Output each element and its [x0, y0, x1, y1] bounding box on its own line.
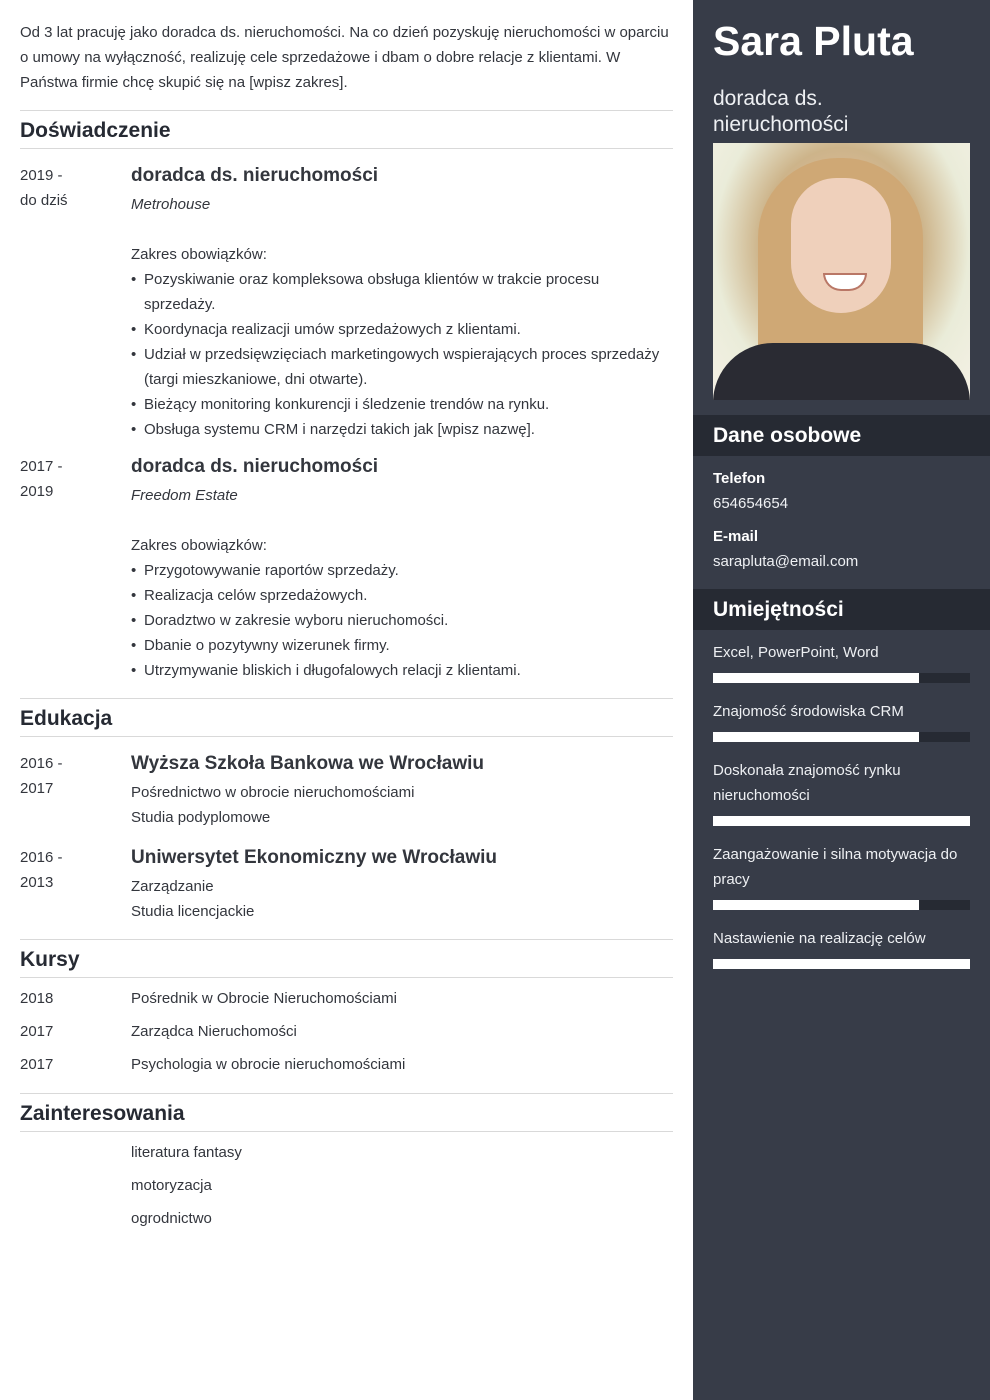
responsibilities-label: Zakres obowiązków: [131, 246, 267, 263]
course-name: Zarządca Nieruchomości [131, 1023, 297, 1040]
courses-list [20, 986, 673, 1077]
summary-text: Od 3 lat pracuję jako doradca ds. nieruchomości. Na co dzień pozyskuję nieruchomości w oparciu o umowy na wyłączność, realizuję cele sprzedażowe i dbam o dobre relacje z klientami. W Państwa firmie chcę skupić się na [wpisz zakres]. [20, 24, 669, 91]
responsibilities-list [131, 267, 673, 442]
responsibilities-list [131, 558, 673, 683]
company-name: Freedom Estate [131, 487, 238, 504]
skill-label: Excel, PowerPoint, Word [713, 644, 879, 661]
course-name: Psychologia w obrocie nieruchomościami [131, 1056, 406, 1073]
degree: Studia podyplomowe [131, 809, 271, 826]
date-to: 2019 [20, 483, 54, 500]
skill-bar [713, 900, 970, 910]
experience-entry [20, 163, 673, 442]
phone-label: Telefon [713, 470, 766, 487]
course-name: Pośrednik w Obrocie Nieruchomościami [131, 990, 397, 1007]
main-column [20, 0, 673, 1231]
education-entry [20, 751, 673, 830]
entry-dates [20, 845, 131, 924]
company-name: Metrohouse [131, 196, 211, 213]
course-row [20, 1052, 673, 1077]
sidebar [693, 0, 990, 1400]
section-heading-personal: Dane osobowe [693, 415, 990, 456]
date-to: do dziś [20, 192, 68, 209]
date-from: 2016 - [20, 755, 63, 772]
date-from: 2016 - [20, 849, 63, 866]
email-value: sarapluta@email.com [713, 553, 859, 570]
school-name: Wyższa Szkoła Bankowa we Wrocławiu [131, 753, 485, 774]
education-entry [20, 845, 673, 924]
skill-item [713, 640, 970, 683]
interest-row [20, 1140, 673, 1165]
skill-bar [713, 673, 970, 683]
skill-label: Nastawienie na realizację celów [713, 930, 926, 947]
skill-bar [713, 959, 970, 969]
skill-label: Doskonała znajomość rynku nieruchomości [713, 762, 901, 804]
date-to: 2017 [20, 780, 54, 797]
interest-row [20, 1173, 673, 1198]
list-item: • Dbanie o pozytywny wizerunek firmy. [131, 633, 673, 658]
skill-label: Zaangażowanie i silna motywacja do pracy [713, 846, 958, 888]
skill-item [713, 699, 970, 742]
candidate-name: Sara Pluta [713, 18, 914, 64]
field-of-study: Pośrednictwo w obrocie nieruchomościami [131, 784, 415, 801]
list-item: • Utrzymywanie bliskich i długofalowych relacji z klientami. [131, 658, 673, 683]
list-item: • Bieżący monitoring konkurencji i śledzenie trendów na rynku. [131, 392, 673, 417]
school-name: Uniwersytet Ekonomiczny we Wrocławiu [131, 847, 498, 868]
list-item: • Przygotowywanie raportów sprzedaży. [131, 558, 673, 583]
date-from: 2019 - [20, 167, 63, 184]
responsibilities-label: Zakres obowiązków: [131, 537, 267, 554]
skill-item [713, 926, 970, 969]
skill-bar [713, 732, 970, 742]
experience-entry [20, 454, 673, 683]
skill-item [713, 842, 970, 910]
entry-dates [20, 163, 131, 442]
entry-dates [20, 751, 131, 830]
section-heading-interests: Zainteresowania [20, 1093, 673, 1132]
list-item: • Pozyskiwanie oraz kompleksowa obsługa klientów w trakcie procesu sprzedaży. [131, 267, 673, 317]
degree: Studia licencjackie [131, 903, 255, 920]
skill-item [713, 758, 970, 826]
list-item: • Doradztwo w zakresie wyboru nieruchomości. [131, 608, 673, 633]
profile-photo [713, 143, 970, 400]
job-title: doradca ds. nieruchomości [131, 456, 379, 477]
section-heading-education: Edukacja [20, 698, 673, 737]
interest-row [20, 1206, 673, 1231]
field-of-study: Zarządzanie [131, 878, 214, 895]
section-heading-courses: Kursy [20, 939, 673, 978]
course-row [20, 1019, 673, 1044]
list-item: • Obsługa systemu CRM i narzędzi takich jak [wpisz nazwę]. [131, 417, 673, 442]
candidate-role: doradca ds. nieruchomości [713, 87, 849, 136]
skill-bar [713, 816, 970, 826]
job-title: doradca ds. nieruchomości [131, 165, 379, 186]
email-label: E-mail [713, 528, 759, 545]
list-item: • Realizacja celów sprzedażowych. [131, 583, 673, 608]
section-heading-skills: Umiejętności [693, 589, 990, 630]
interests-list [20, 1140, 673, 1231]
interest-item: ogrodnictwo [131, 1210, 212, 1227]
course-row [20, 986, 673, 1011]
course-year: 2018 [20, 990, 54, 1007]
interest-item: motoryzacja [131, 1177, 212, 1194]
section-heading-experience: Doświadczenie [20, 110, 673, 149]
skill-label: Znajomość środowiska CRM [713, 703, 904, 720]
phone-value: 654654654 [713, 495, 789, 512]
entry-dates [20, 454, 131, 683]
course-year: 2017 [20, 1056, 54, 1073]
course-year: 2017 [20, 1023, 54, 1040]
list-item: • Udział w przedsięwzięciach marketingowych wspierających proces sprzedaży (targi mieszkaniowe, dni otwarte). [131, 342, 673, 392]
date-from: 2017 - [20, 458, 63, 475]
date-to: 2013 [20, 874, 54, 891]
interest-item: literatura fantasy [131, 1144, 242, 1161]
list-item: • Koordynacja realizacji umów sprzedażowych z klientami. [131, 317, 673, 342]
